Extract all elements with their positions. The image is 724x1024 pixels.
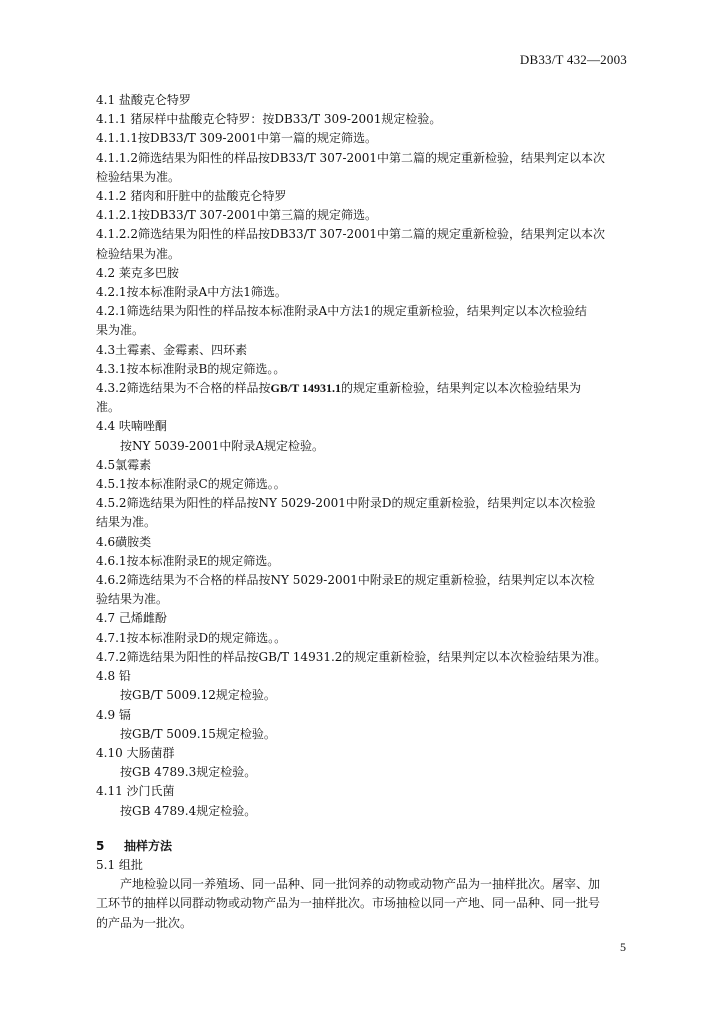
text-line: 4.6.1按本标准附录E的规定筛选。 [96, 553, 280, 568]
heading-5-1: 5.1 组批 [96, 857, 143, 872]
text-line: 4.5.1按本标准附录C的规定筛选。。 [96, 477, 286, 492]
section-spacer [96, 821, 632, 837]
page-number: 5 [620, 940, 626, 954]
document-code: DB33/T 432—2003 [519, 52, 627, 67]
text-line: 按NY 5039-2001中附录A规定检验。 [120, 438, 325, 453]
text-line: 4.7.1按本标准附录D的规定筛选。。 [96, 630, 287, 645]
heading-4-1: 4.1 盐酸克仑特罗 [96, 93, 191, 107]
text-line: 按GB 4789.4规定检验。 [120, 803, 257, 818]
heading-4-6: 4.6磺胺类 [96, 534, 152, 549]
section-5-heading [96, 837, 632, 856]
text-line: 果为准。 [96, 323, 145, 338]
text-line: 按GB/T 5009.15规定检验。 [120, 726, 276, 741]
paragraph-line: 工环节的抽样以同群动物或动物产品为一抽样批次。市场抽检以同一产地、同一品种、同一批号 [96, 896, 601, 911]
text-line: 4.1.1.2筛选结果为阳性的样品按DB33/T 307-2001中第二篇的规定重新检验，结果判定以本次 [96, 150, 606, 165]
heading-4-2: 4.2 莱克多巴胺 [96, 265, 179, 280]
text-line: 4.5.2筛选结果为阳性的样品按NY 5029-2001中附录D的规定重新检验，结果判定以本次检验 [96, 496, 596, 511]
paragraph-line: 产地检验以同一养殖场、同一品种、同一批饲养的动物或动物产品为一抽样批次。屠宰、加 [120, 877, 601, 892]
text-line: 4.3.1按本标准附录B的规定筛选。。 [96, 361, 286, 376]
standard-reference: GB/T 14931.1 [270, 381, 342, 396]
heading-4-10: 4.10 大肠菌群 [96, 745, 175, 760]
heading-4-3: 4.3土霉素、金霉素、四环素 [96, 342, 248, 357]
paragraph-line: 的产品为一批次。 [96, 915, 193, 930]
text-line: 4.1.2.2筛选结果为阳性的样品按DB33/T 307-2001中第二篇的规定重新检验，结果判定以本次 [96, 227, 606, 242]
heading-4-11: 4.11 沙门氏菌 [96, 784, 175, 799]
text-line: 4.1.2.1按DB33/T 307-2001中第三篇的规定筛选。 [96, 208, 378, 223]
section-number: 5 [96, 838, 105, 853]
text-line: 结果为准。 [96, 515, 157, 530]
text-line: 4.7.2筛选结果为阳性的样品按GB/T 14931.2的规定重新检验，结果判定以本次检验结果为准。 [96, 649, 607, 664]
heading-4-7: 4.7 己烯雌酚 [96, 611, 167, 626]
text-line: 4.1.1 猪尿样中盐酸克仑特罗：按DB33/T 309-2001规定检验。 [96, 112, 442, 127]
text-segment: 的规定重新检验，结果判定以本次检验结果为 [341, 381, 582, 396]
text-line: 按GB 4789.3规定检验。 [120, 765, 257, 780]
section-title: 抽样方法 [124, 838, 173, 853]
text-line [96, 379, 632, 398]
text-line: 准。 [96, 400, 121, 415]
text-line: 检验结果为准。 [96, 246, 181, 261]
text-line: 4.6.2筛选结果为不合格的样品按NY 5029-2001中附录E的规定重新检验，结果判定以本次检 [96, 573, 595, 588]
text-line: 4.1.1.1按DB33/T 309-2001中第一篇的规定筛选。 [96, 131, 378, 146]
heading-4-4: 4.4 呋喃唑酮 [96, 419, 167, 434]
text-line: 4.2.1按本标准附录A中方法1筛选。 [96, 285, 287, 300]
heading-4-9: 4.9 镉 [96, 707, 131, 722]
text-line: 按GB/T 5009.12规定检验。 [120, 688, 276, 703]
heading-4-8: 4.8 铅 [96, 669, 131, 684]
heading-4-1-2: 4.1.2 猪肉和肝脏中的盐酸克仑特罗 [96, 189, 287, 204]
heading-4-5: 4.5氯霉素 [96, 457, 152, 472]
text-segment: 4.3.2筛选结果为不合格的样品按 [96, 381, 271, 396]
text-line: 检验结果为准。 [96, 169, 181, 184]
text-line: 验结果为准。 [96, 592, 169, 607]
text-line: 4.2.1筛选结果为阳性的样品按本标准附录A中方法1的规定重新检验，结果判定以本次检验结 [96, 304, 587, 319]
document-body [96, 91, 632, 933]
